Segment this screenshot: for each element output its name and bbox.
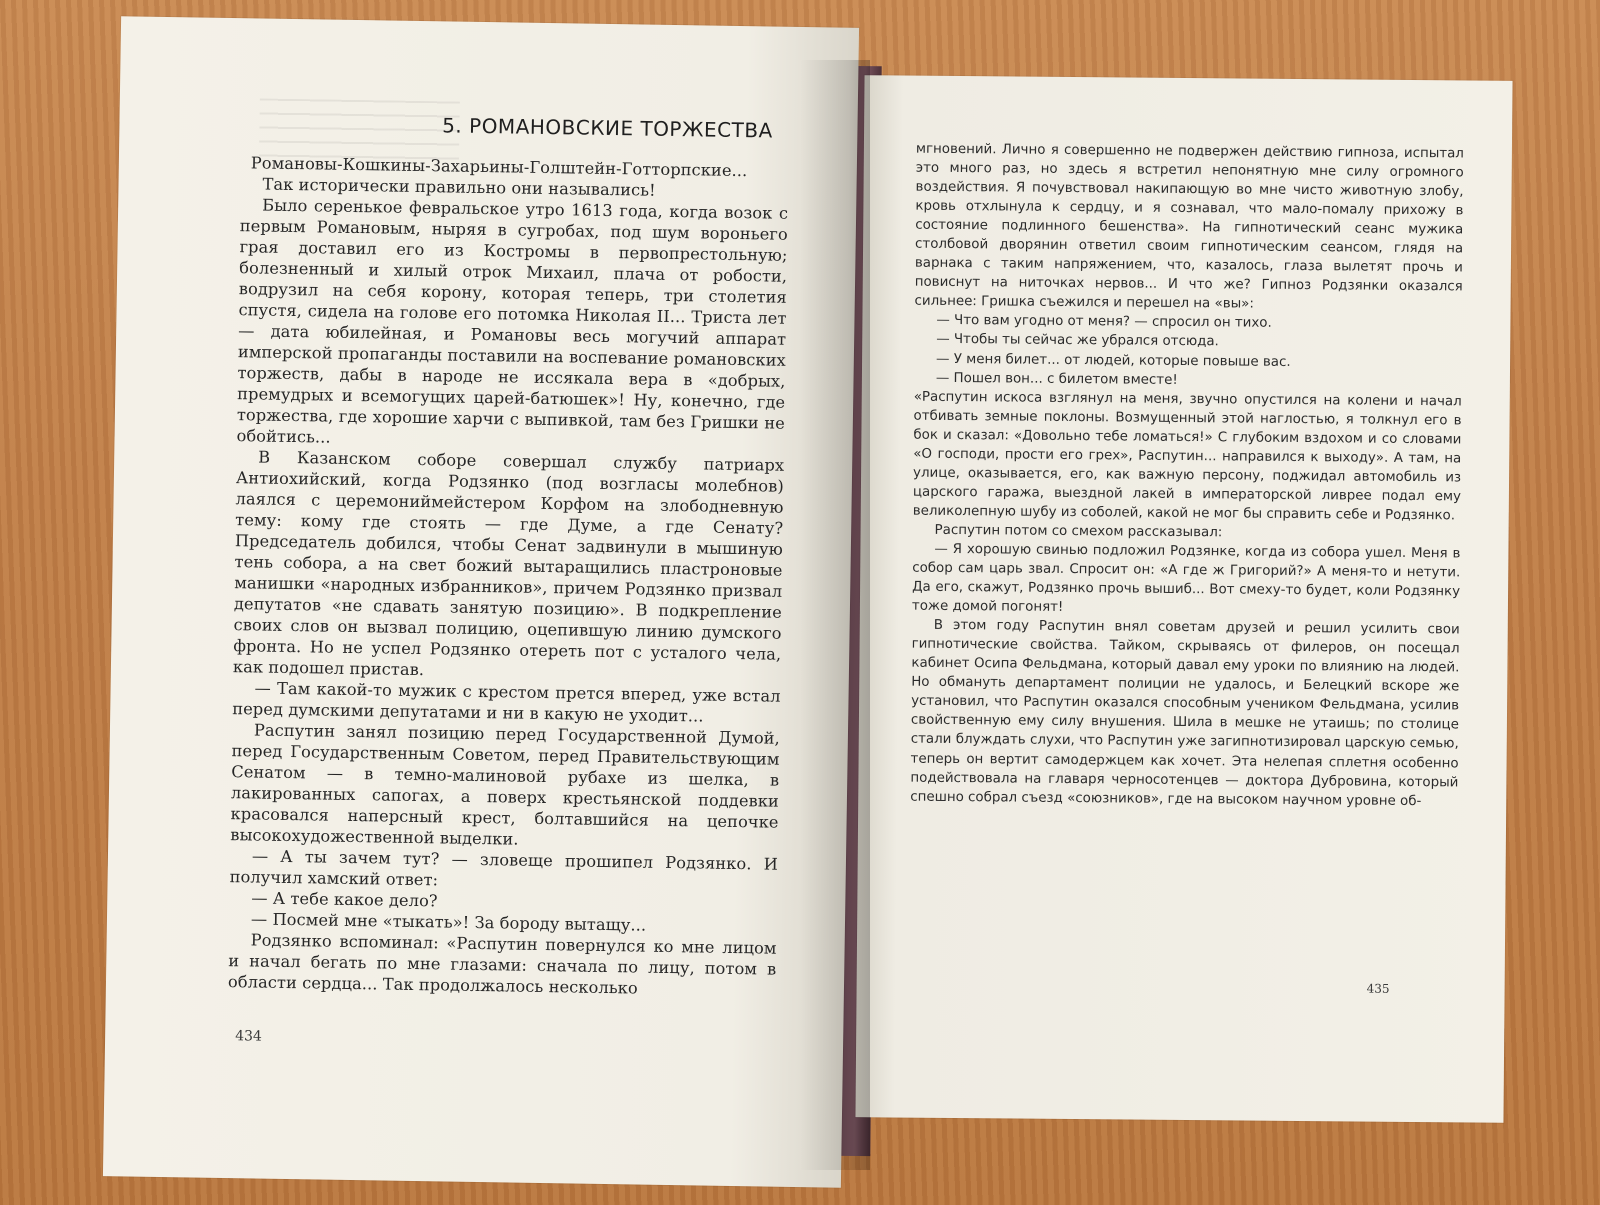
page-number-right: 435 — [1366, 981, 1390, 996]
paragraph: мгновений. Лично я совершенно не подвержен действию гипноза, испытал это много раз, но здесь я встретил непонятную мне силу огромного воздействия. Я почувствовал накипающую во мне чисто животную злобу, кровь отхлынула к сердцу, и я сознавал, что мало-помалу прихожу в состояние подлинного бешенства». На гипнотический сеанс мужика столбовой дворянин ответил своим гипнотическим сеансом, глядя на варнака с таким напряжением, что, казалось, глаза вылетят прочь и повиснут на ниточках нервов... И что же? Гипноз Родзянки оказался сильнее: Гришка съежился и перешел на «вы»: — [914, 141, 1464, 312]
paragraph: — Там какой-то мужик с крестом прется вперед, уже встал перед думскими депутатами и ни в какую не уходит... — [232, 678, 781, 726]
paragraph: — Я хорошую свинью подложил Родзянке, когда из собора ушел. Меня в собор сам царь звал. Спросит он: «А где ж Григорий?» А меня-то и нетути. Да его, скажут, Родзянко прочь вышиб... Вот смеху-то будет, коли Родзянку тоже домой погонят! — [911, 541, 1461, 616]
paragraph: В Казанском соборе совершал службу патриарх Антиохийский, когда Родзянко (под возгласы молебнов) лаялся с церемониймейстером Корфом на злободневную тему: кому где стоять — где Думе, а где Сенату? Председатель добился, чтобы Сенат задвинули в мышиную тень собора, а на свет божий вытаращились пластроновые манишки «народных избранников», причем Родзянко призвал депутатов «не сдавать занятую позицию». В подкрепление своих слов он вызвал полицию, оцепившую линию думского фронта. Но не успел Родзянко отереть пот с усталого чела, как подошел пристав. — [232, 447, 785, 680]
paragraph: Было серенькое февральское утро 1613 года, когда возок с первым Романовым, ныряя в сугробах, под шум вороньего грая доставил его из Костромы в первопрестольную; болезненный и хилый отрок Михаил, плача от робости, водрузил на себя корону, которая теперь, три столетия спустя, сидела на голове его потомка Николая II... Триста лет — дата юбилейная, и Романовы весь могучий аппарат имперской пропаганды поставили на воспевание романовских торжеств, дабы в народе не иссякала вера в «добрых, премудрых и всемогущих царей-батюшек»! Ну, конечно, где торжества, где хорошие харчи с выпивкой, там без Гришки не обойтись... — [236, 195, 789, 447]
paragraph: — Чтобы ты сейчас же убрался отсюда. — [936, 332, 1219, 350]
paragraph: Распутин потом со смехом рассказывал: — [934, 522, 1223, 541]
paragraph: — Что вам угодно от меня? — спросил он тихо. — [936, 313, 1272, 332]
paragraph: «Распутин искоса взглянул на меня, звучно опустился на колени и начал отбивать земные поклоны. Возмущенный этой наглостью, я толкнул его в бок и сказал: «Довольно тебе ломаться!» С глубоким вздохом и со словами «О господи, прости его грех», Распутин... направился к выходу». А там, на улице, оказывается, его, как важную персону, поджидал автомобиль из царского гаража, выездной лакей в императорской ливрее подал ему великолепную шубу из соболей, какой не мог бы справить себе и Родзянко. — [912, 389, 1462, 524]
left-page-text-layer — [103, 16, 859, 1187]
chapter-title: 5. РОМАНОВСКИЕ ТОРЖЕСТВА — [441, 113, 773, 143]
page-number-left: 434 — [235, 1028, 263, 1045]
paragraph: — Посмей мне «тыкать»! За бороду вытащу... — [250, 909, 647, 935]
paragraph: — Пошел вон... с билетом вместе! — [935, 370, 1178, 388]
left-page-body — [228, 152, 789, 1001]
right-page-text-layer — [855, 75, 1512, 1123]
paragraph: Родзянко вспоминал: «Распутин повернулся ко мне лицом и начал бегать по мне глазами: сначала по лицу, потом в области сердца... Так продолжалось несколько — [227, 930, 777, 998]
paragraph: Распутин занял позицию перед Государственной Думой, перед Государственным Советом, перед Правительствующим Сенатом — в темно-малиновой рубахе из шелка, в лакированных сапогах, а поверх крестьянской поддевки красовался наперсный крест, болтавшийся на цепочке высокохудожественной выделки. — [230, 720, 781, 849]
paragraph: — А тебе какое дело? — [251, 888, 438, 911]
paragraph: В этом году Распутин внял советам друзей и решил усилить свои гипнотические свойства. Тайком, скрываясь от филеров, он посещал кабинет Осипа Фельдмана, который давал ему уроки по влиянию на людей. Но обмануть департамент полиции не удалось, и Белецкий вскоре же установил, что Распутин оказался способным учеником Фельдмана, усилив свойственную ему силу внушения. Шила в мешке не утаишь; по столице стали блуждать слухи, что Распутин уже загипнотизировал царскую семью, теперь он вертит самодержцем как хочет. Эта нелепая сплетня особенно подействовала на главаря черносотенцев — доктора Дубровина, который спешно собрал съезд «союзников», где на высоком научном уровне об- — [910, 617, 1460, 809]
epigraph: Романовы-Кошкины-Захарьины-Голштейн-Готторпские... — [250, 153, 748, 181]
paragraph: — У меня билет... от людей, которые повыше вас. — [936, 351, 1291, 370]
right-page-body — [910, 140, 1464, 811]
paragraph: Так исторически правильно они назывались! — [262, 174, 656, 200]
paragraph: — А ты зачем тут? — зловеще прошипел Родзянко. И получил хамский ответ: — [229, 846, 779, 890]
